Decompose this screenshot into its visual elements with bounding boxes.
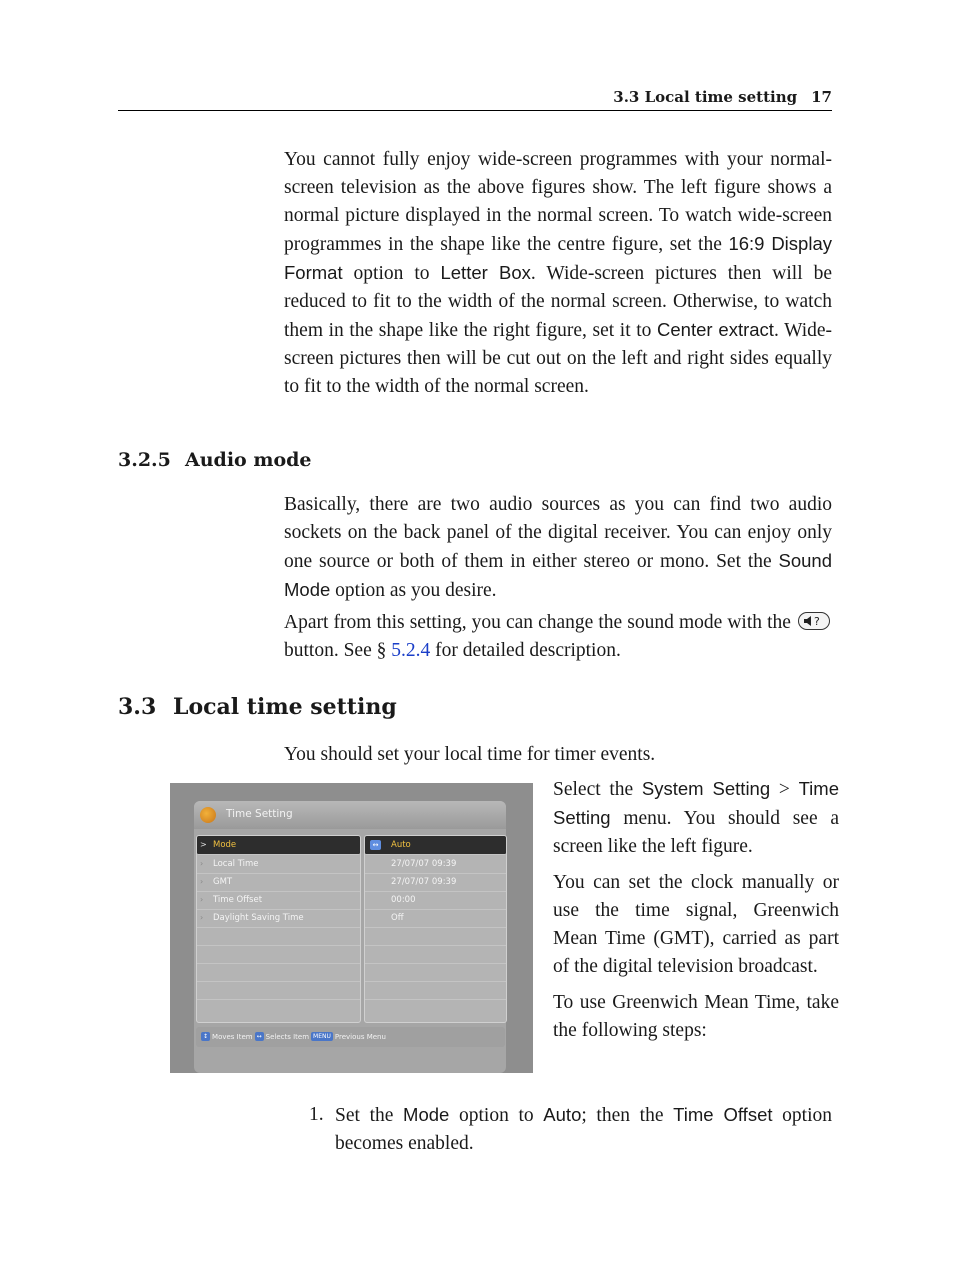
menu-item-daylight-saving[interactable]: › Daylight Saving Time [197,909,360,928]
side-text [553,775,839,1045]
option-name: Mode [403,1104,450,1125]
paragraph: Basically, there are two audio sources as you can find two audio sockets on the back panel of the digital receiver. You can enjoy only one source or both of them in either stereo or mono. Set the Sound Mode option as you desire. [284,494,832,601]
option-name: 16:9 Display Format [284,233,832,283]
section-heading [118,694,397,720]
value-mode[interactable]: ↔ Auto [365,836,506,855]
value-gmt: 27/07/07 09:39 [365,873,506,892]
section-number: 3.3 [118,694,157,720]
svg-text:?: ? [814,615,820,628]
chevron-right-icon: > [200,840,207,849]
empty-row [365,945,506,964]
up-down-arrows-icon: ↕ [203,1033,209,1040]
paragraph: You can set the clock manually or use the time signal, Greenwich Mean Time (GMT), carried as part of the digital television broadcast. [553,872,839,977]
menu-logo-icon [200,807,216,823]
list-item: 1. Set the Mode option to Auto; then the Time Offset option becomes enabled. [309,1101,832,1158]
list-marker: 1. [309,1104,324,1125]
steps-list [309,1101,832,1158]
menu-help-bar: ↕ Moves Item ↔ Selects Item MENU Previous Menu [196,1027,505,1047]
left-right-arrows-icon: ↔ [370,840,381,850]
subsection-heading [118,449,312,471]
option-name: Auto [543,1104,582,1125]
intro-paragraph: You cannot fully enjoy wide-screen programmes with your normal-screen television as the above figures show. The left figure shows a normal picture displayed in the normal screen. To watch wide-screen programmes in the shape like the centre figure, set the 16:9 Display Format option to Letter Box. Wide-screen pictures then will be reduced to fit to the width of the normal screen. Otherwise, to watch them in the shape like the right figure, set it to Center extract. Wide-screen pictures then will be cut out on the left and right sides equally to fit to the width of the normal screen. [284,149,833,397]
chevron-right-icon: › [200,859,204,868]
left-right-arrows-icon: ↔ [256,1033,262,1040]
empty-row [197,927,360,946]
menu-item-gmt[interactable]: › GMT [197,873,360,892]
menu-item-mode[interactable]: > Mode [197,836,360,855]
menu-item-list [196,835,361,1023]
chevron-right-icon: › [200,877,204,886]
option-name: Sound Mode [284,550,832,600]
empty-row [365,927,506,946]
paragraph: To use Greenwich Mean Time, take the following steps: [553,992,839,1041]
menu-path: System Setting [641,778,771,799]
empty-row [365,963,506,982]
empty-row [197,981,360,1000]
sound-mode-button-icon [798,612,830,630]
empty-row [197,963,360,982]
section-lead: You should set your local time for timer events. [284,744,656,765]
menu-path: Time Setting [553,778,839,828]
empty-row [365,981,506,1000]
menu-title: Time Setting [226,808,293,820]
option-name: Time Offset [673,1104,773,1125]
menu-item-time-offset[interactable]: › Time Offset [197,891,360,910]
option-name: Center extract [657,319,774,340]
value-daylight-saving: Off [365,909,506,928]
subsection-title: Audio mode [185,449,312,471]
subsection-number: 3.2.5 [118,449,171,471]
paragraph: Select the System Setting > Time Setting menu. You should see a screen like the left figure. [553,778,839,857]
chevron-right-icon: › [200,895,204,904]
section-reference-link[interactable]: 5.2.4 [391,640,431,661]
page-number: 17 [811,88,832,106]
chevron-right-icon: › [200,913,204,922]
paragraph: Apart from this setting, you can change the sound mode with the ? button. See § 5.2.4 for detailed description. [284,609,832,665]
section-title: Local time setting [173,694,397,720]
option-name: Letter Box [440,262,531,283]
empty-row [197,945,360,964]
running-header [118,86,832,111]
menu-item-local-time[interactable]: › Local Time [197,855,360,874]
audio-mode-text [284,491,832,665]
value-local-time: 27/07/07 09:39 [365,855,506,874]
running-title: 3.3 Local time setting [613,88,798,106]
time-setting-screenshot [170,783,533,1073]
value-time-offset: 00:00 [365,891,506,910]
menu-key-icon: MENU [313,1033,331,1040]
menu-value-list [364,835,507,1023]
